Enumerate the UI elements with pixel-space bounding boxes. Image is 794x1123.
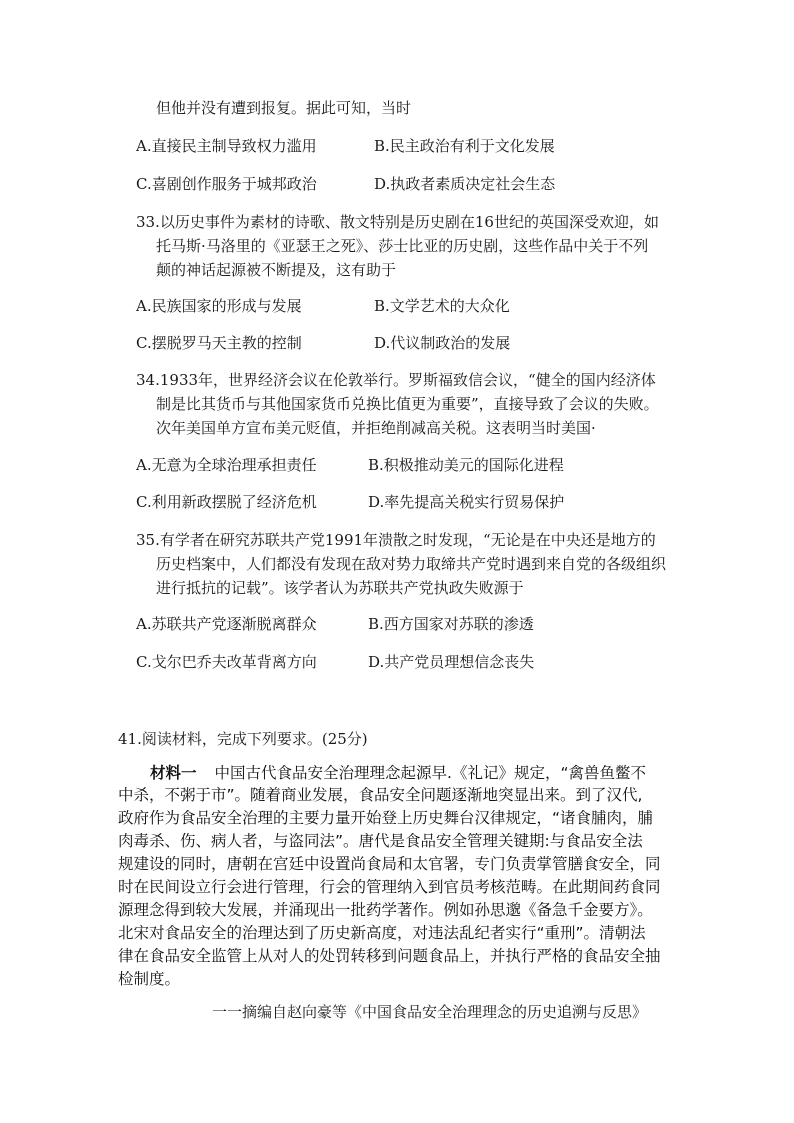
question-32-stem-tail: 但他并没有遭到报复。据此可知，当时 xyxy=(156,99,412,117)
q34-stem-line: 34.1933年，世界经济会议在伦敦举行。罗斯福致信会议，“健全的国内经济体 xyxy=(136,371,656,389)
q33-stem-line: 托马斯·马洛里的《亚瑟王之死》、莎士比亚的历史剧，这些作品中关于不列 xyxy=(156,237,649,255)
q32-option-c: C.喜剧创作服务于城邦政治 xyxy=(136,175,317,193)
q34-option-a: A.无意为全球治理承担责任 xyxy=(136,456,317,474)
q41-heading: 41.阅读材料，完成下列要求。(25分) xyxy=(118,730,368,748)
q34-option-b: B.积极推动美元的国际化进程 xyxy=(368,456,564,474)
material-line: 时在民间设立行会进行管理，行会的管理纳入到官员考核范畴。在此期间药食同 xyxy=(118,878,661,896)
material-first-line xyxy=(150,763,646,783)
q35-option-c: C.戈尔巴乔夫改革背离方向 xyxy=(136,653,317,671)
material-line: 肉毒杀、伤、病人者，与盗同法”。唐代是食品安全管理关键期:与食品安全法 xyxy=(118,832,643,850)
q34-option-c: C.利用新政摆脱了经济危机 xyxy=(136,493,317,511)
material-label: 材料一 xyxy=(150,764,197,782)
material-source: 一一摘编自赵向豪等《中国食品安全治理理念的历史追溯与反思》 xyxy=(212,1003,648,1021)
q32-option-d: D.执政者素质决定社会生态 xyxy=(374,175,556,193)
material-line: 律在食品安全监管上从对人的处罚转移到问题食品上，并执行严格的食品安全抽 xyxy=(118,947,661,965)
material-line: 规建设的同时，唐朝在宫廷中设置尚食局和太官署，专门负责掌管膳食安全，同 xyxy=(118,855,661,873)
material-line: 检制度。 xyxy=(118,970,181,988)
q33-option-a: A.民族国家的形成与发展 xyxy=(136,297,302,315)
q33-stem-line: 颠的神话起源被不断提及，这有助于 xyxy=(156,261,397,279)
material-line: 源理念得到较大发展，并涌现出一批药学著作。例如孙思邈《备急千金要方》。 xyxy=(118,901,653,919)
q33-stem-line: 33.以历史事件为素材的诗歌、散文特别是历史剧在16世纪的英国深受欢迎，如 xyxy=(136,213,659,231)
q33-option-d: D.代议制政治的发展 xyxy=(374,334,511,352)
q35-stem-line: 历史档案中，人们都没有发现在敌对势力取缔共产党时遇到来自党的各级组织 xyxy=(156,555,667,573)
q35-stem-line: 35.有学者在研究苏联共产党1991年溃散之时发现，“无论是在中央还是地方的 xyxy=(136,531,656,549)
q32-option-b: B.民主政治有利于文化发展 xyxy=(374,137,555,155)
q32-option-a: A.直接民主制导致权力滥用 xyxy=(136,137,317,155)
material-line: 中杀，不粥于市”。随着商业发展，食品安全问题逐渐地突显出来。到了汉代, xyxy=(118,786,643,804)
q33-option-b: B.文学艺术的大众化 xyxy=(374,297,510,315)
q34-stem-line: 次年美国单方宣布美元贬值，并拒绝削减高关税。这表明当时美国· xyxy=(156,419,596,437)
q34-stem-line: 制是比其货币与其他国家货币兑换比值更为重要”，直接导致了会议的失败。 xyxy=(156,395,659,413)
q35-option-b: B.西方国家对苏联的渗透 xyxy=(368,615,534,633)
q35-stem-line: 进行抵抗的记载”。该学者认为苏联共产党执政失败源于 xyxy=(156,579,524,597)
q34-option-d: D.率先提高关税实行贸易保护 xyxy=(368,493,565,511)
material-text: 中国古代食品安全治理理念起源早.《礼记》规定，“禽兽鱼鳖不 xyxy=(214,764,646,782)
q33-option-c: C.摆脱罗马天主教的控制 xyxy=(136,334,302,352)
q35-option-d: D.共产党员理想信念丧失 xyxy=(368,653,535,671)
q35-option-a: A.苏联共产党逐渐脱离群众 xyxy=(136,615,317,633)
material-line: 北宋对食品安全的治理达到了历史新高度，对违法乱纪者实行“重刑”。清朝法 xyxy=(118,924,646,942)
material-line: 政府作为食品安全治理的主要力量开始登上历史舞台汉律规定，“诸食脯肉，脯 xyxy=(118,809,654,827)
